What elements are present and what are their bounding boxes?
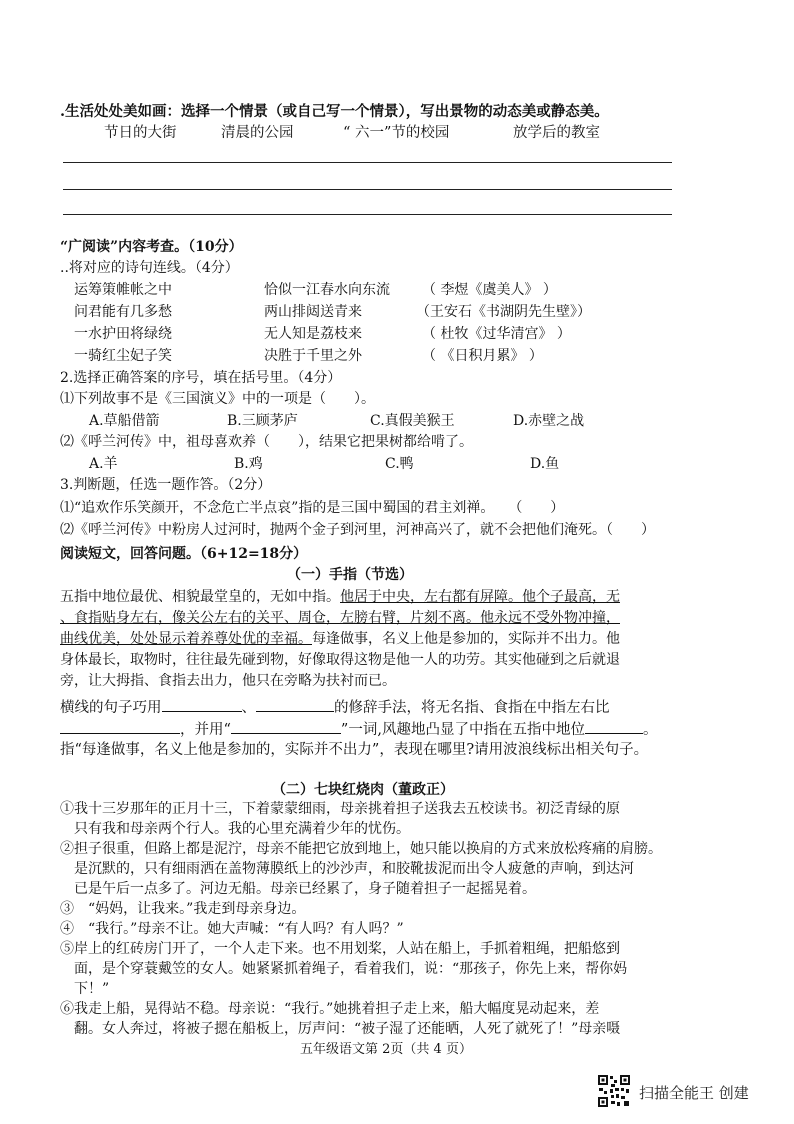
passage1-question-1: 横线的句子巧用 、 的修辞手法，将无名指、食指在中指左右比 bbox=[60, 697, 610, 717]
passage1-question-2: ，并用“ ”一词,风趣地凸显了中指在五指中地位 。 bbox=[60, 719, 657, 739]
scene-option-1: 节日的大街 bbox=[104, 125, 177, 141]
rhetoric-blank-2[interactable] bbox=[256, 697, 334, 712]
section1-prompt: .生活处处美如画：选择一个情景（或自己写一个情景），写出景物的动态美或静态美。 bbox=[60, 103, 609, 120]
q2-1-option-b[interactable]: B.三顾茅庐 bbox=[227, 413, 298, 429]
answer-line-1[interactable] bbox=[63, 162, 672, 163]
passage2-line-1: ①我十三岁那年的正月十三，下着蒙蒙细雨，母亲挑着担子送我去五校读书。初泛青绿的原 bbox=[60, 801, 620, 817]
q2-2-text: ⑵《呼兰河传》中，祖母喜欢养（ ），结果它把果树都给啃了。 bbox=[60, 434, 473, 450]
passage2-line-4: 是沉默的，只有细雨洒在盖物薄膜纸上的沙沙声，和胶靴拔泥而出令人疲惫的声响，到达河 bbox=[60, 861, 634, 877]
section2-title: “广阅读”内容考查。（10分） bbox=[60, 239, 243, 255]
poem-line-b3: 无人知是荔枝来 bbox=[264, 326, 362, 342]
passage2-line-11: ⑥我走上船，晃得站不稳。母亲说：“我行。”她挑着担子走上来，船大幅度晃动起来，差 bbox=[60, 1001, 600, 1017]
page-footer: 五年级语文第 2页（共 4 页） bbox=[300, 1042, 472, 1057]
poem-line-a3: 一水护田将绿绕 bbox=[74, 326, 172, 342]
q2-2-option-d[interactable]: D.鱼 bbox=[530, 456, 560, 472]
scene-option-4: 放学后的教室 bbox=[513, 125, 600, 141]
passage1-line-5: 旁，让大拇指、食指去出力，他只在旁略为扶衬而已。 bbox=[60, 673, 396, 689]
passage2-line-2: 只有我和母亲两个行人。我的心里充满着少年的忧伤。 bbox=[60, 821, 410, 837]
qr-code-icon bbox=[597, 1074, 631, 1108]
passage1-title: （一）手指（节选） bbox=[287, 567, 413, 583]
q2-2-option-c[interactable]: C.鸭 bbox=[385, 456, 414, 472]
passage2-line-3: ②担子很重，但路上都是泥泞，母亲不能把它放到地上，她只能以换肩的方式来放松疼痛的肩膀。 bbox=[60, 841, 662, 857]
poem-line-b2: 两山排闼送青来 bbox=[264, 304, 362, 320]
passage2-line-9: 面，是个穿蓑戴笠的女人。她紧紧抓着绳子，看着我们，说：“那孩子，你先上来，帮你妈 bbox=[60, 961, 628, 977]
q3-1-text: ⑴“追欢作乐笑颜开，不念危亡半点哀”指的是三国中蜀国的君主刘禅。 （ ） bbox=[60, 500, 565, 516]
q2-2-option-b[interactable]: B.鸡 bbox=[234, 456, 263, 472]
passage1-line-1: 五指中地位最优、相貌最堂皇的，无如中指。他居于中央，左右都有屏障。他个子最高，无 bbox=[60, 589, 620, 605]
poem-source-1: （ 李煜《虞美人》 ） bbox=[422, 282, 557, 298]
q2-title: 2.选择正确答案的序号，填在括号里。（4分） bbox=[60, 370, 342, 386]
q2-2-option-a[interactable]: A.羊 bbox=[89, 456, 118, 472]
passage1-line-2: 、食指贴身左右，像关公左右的关平、周仓，左膀右臂，片刻不离。他永远不受外物冲撞， bbox=[60, 610, 620, 626]
answer-line-3[interactable] bbox=[63, 214, 672, 215]
poem-source-2: （王安石《书湖阴先生壁》） bbox=[416, 304, 591, 320]
poem-line-a2: 问君能有几多愁 bbox=[74, 304, 172, 320]
answer-line-2[interactable] bbox=[63, 189, 672, 190]
scene-option-3: “ 六一”节的校园 bbox=[343, 125, 450, 141]
q3-title: 3.判断题，任选一题作答。（2分） bbox=[60, 477, 272, 493]
status-blank[interactable] bbox=[585, 719, 643, 734]
poem-line-a4: 一骑红尘妃子笑 bbox=[74, 348, 172, 364]
passage1-line-3: 曲线优美，处处显示着养尊处优的幸福。每逢做事，名义上他是参加的，实际并不出力。他 bbox=[60, 631, 620, 647]
passage2-line-12: 翻。女人奔过，将被子摁在船板上，厉声问：“被子湿了还能晒，人死了就死了！”母亲嗫 bbox=[60, 1021, 621, 1037]
passage1-question-3: 指“每逢做事，名义上他是参加的，实际并不出力”，表现在哪里?请用波浪线标出相关句子。 bbox=[60, 742, 649, 758]
q2-1-option-c[interactable]: C.真假美猴王 bbox=[370, 413, 455, 429]
scanner-brand: 扫描全能王 创建 bbox=[639, 1084, 749, 1102]
passage1-line-4: 身体最长，取物时，往往最先碰到物，好像取得这物是他一人的功劳。其实他碰到之后就退 bbox=[60, 652, 620, 668]
poem-line-a1: 运筹策帷帐之中 bbox=[74, 282, 172, 298]
comparison-blank[interactable] bbox=[60, 719, 180, 734]
poem-source-4: （ 《日积月累》 ） bbox=[422, 348, 543, 364]
poem-line-b1: 恰似一江春水向东流 bbox=[264, 282, 390, 298]
rhetoric-blank-1[interactable] bbox=[162, 697, 242, 712]
q2-1-text: ⑴下列故事不是《三国演义》中的一项是（ ）。 bbox=[60, 391, 375, 407]
passage2-line-10: 下！” bbox=[60, 981, 110, 997]
passage2-line-8: ⑤岸上的红砖房门开了，一个人走下来。也不用划桨，人站在船上，手抓着粗绳，把船悠到 bbox=[60, 941, 620, 957]
q2-1-option-a[interactable]: A.草船借箭 bbox=[89, 413, 160, 429]
passage2-line-5: 已是午后一点多了。河边无船。母亲已经累了，身子随着担子一起摇晃着。 bbox=[60, 881, 536, 897]
poem-line-b4: 决胜于千里之外 bbox=[264, 348, 362, 364]
poem-source-3: （ 杜牧《过华清宫》 ） bbox=[422, 326, 571, 342]
q3-2-text: ⑵《呼兰河传》中粉房人过河时，抛两个金子到河里，河神高兴了，就不会把他们淹死。（ ） bbox=[60, 522, 655, 538]
passage2-line-6: ③ “妈妈，让我来。”我走到母亲身边。 bbox=[60, 901, 306, 917]
scene-option-2: 清晨的公园 bbox=[221, 125, 294, 141]
passage2-title: （二）七块红烧肉（董政正） bbox=[272, 782, 454, 798]
passage2-line-7: ④ “我行。”母亲不让。她大声喊：“有人吗？有人吗？” bbox=[60, 921, 404, 937]
q1-title: ..将对应的诗句连线。（4分） bbox=[60, 260, 239, 276]
section3-title: 阅读短文，回答问题。（6+12=18分） bbox=[60, 546, 308, 562]
word-blank[interactable] bbox=[231, 719, 341, 734]
q2-1-option-d[interactable]: D.赤壁之战 bbox=[513, 413, 585, 429]
